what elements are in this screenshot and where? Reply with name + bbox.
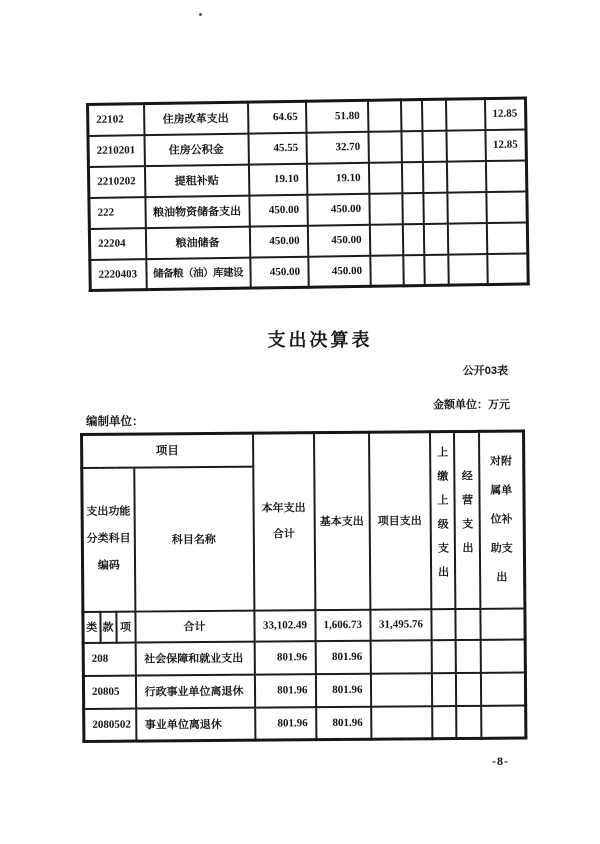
empty-cell <box>480 608 525 639</box>
amount-cell: 45.55 <box>248 132 306 164</box>
empty-cell <box>446 161 485 193</box>
code-cell: 22102 <box>88 104 144 136</box>
code-cell: 208 <box>83 642 135 675</box>
table-row <box>83 639 525 675</box>
amount-cell: 450.00 <box>249 194 307 226</box>
amount-cell: 31,495.76 <box>370 609 431 640</box>
code-cell: 2080502 <box>84 708 136 741</box>
empty-cell <box>401 162 422 193</box>
amount-cell: 801.96 <box>316 706 371 739</box>
continuation-table <box>86 96 530 292</box>
empty-cell <box>371 706 432 739</box>
empty-cell <box>369 224 402 255</box>
prepared-by-label: 编制单位： <box>86 416 144 428</box>
empty-cell <box>370 640 431 673</box>
total-row <box>83 608 525 642</box>
name-cell: 住房改革支出 <box>144 102 248 135</box>
unit-label: 金额单位：万元 <box>433 399 510 411</box>
amount-cell: 64.65 <box>248 101 306 133</box>
header-operating <box>454 431 480 608</box>
header-row-top <box>82 431 524 467</box>
code-cell: 20805 <box>83 675 135 708</box>
header-kuan: 款 <box>100 611 116 642</box>
header-project-exp: 项目支出 <box>369 432 431 609</box>
empty-cell <box>447 223 486 255</box>
empty-cell <box>424 254 448 285</box>
header-func-code <box>82 467 135 611</box>
name-cell: 粮油储备 <box>145 226 249 259</box>
amount-cell: 801.96 <box>315 640 370 673</box>
header-basic: 基本支出 <box>314 432 370 609</box>
code-cell: 2210201 <box>88 135 144 167</box>
header-func-code-text: 支出功能分类科目编码 <box>86 505 131 572</box>
amount-cell: 450.00 <box>307 224 369 256</box>
page-title: 支出决算表 <box>267 330 373 350</box>
empty-cell <box>455 639 480 672</box>
name-cell: 提租补贴 <box>144 164 248 197</box>
empty-cell <box>431 609 455 640</box>
table-row <box>90 253 528 290</box>
header-subsidy <box>478 431 524 608</box>
table-code-label: 公开03表 <box>462 365 508 377</box>
continuation-table-wrap <box>86 96 530 292</box>
code-cell: 2220403 <box>90 259 146 291</box>
total-label: 合计 <box>135 610 254 642</box>
empty-cell <box>422 161 446 192</box>
page-number: -8- <box>492 754 509 768</box>
header-subsidy-text: 对附属单位补助支出 <box>489 455 513 584</box>
header-operating-text: 经营支出 <box>460 469 474 566</box>
empty-cell <box>368 131 401 162</box>
empty-cell <box>402 193 423 224</box>
empty-cell <box>455 672 480 705</box>
amount-cell <box>485 160 526 192</box>
amount-cell: 51.80 <box>305 100 367 132</box>
empty-cell <box>448 254 487 286</box>
name-cell: 行政事业单位离退休 <box>135 674 254 708</box>
empty-cell <box>431 673 455 706</box>
empty-cell <box>370 255 403 286</box>
amount-cell <box>486 222 527 254</box>
empty-cell <box>422 130 446 161</box>
amount-cell: 801.96 <box>255 707 316 740</box>
empty-cell <box>423 192 447 223</box>
empty-cell <box>431 640 455 673</box>
amount-cell: 450.00 <box>249 225 307 257</box>
code-cell: 22204 <box>89 228 145 260</box>
empty-cell <box>446 130 485 162</box>
empty-cell <box>480 639 525 672</box>
name-cell: 社会保障和就业支出 <box>135 641 254 675</box>
empty-cell <box>400 100 421 131</box>
amount-cell: 12.85 <box>484 98 525 130</box>
amount-cell: 450.00 <box>250 256 308 288</box>
code-cell: 222 <box>89 197 145 229</box>
expenditure-table <box>80 430 527 743</box>
amount-cell: 801.96 <box>254 674 315 707</box>
header-xiang: 项 <box>116 611 135 642</box>
empty-cell <box>368 162 401 193</box>
empty-cell <box>480 672 525 705</box>
amount-cell <box>487 253 528 285</box>
amount-cell: 1,606.73 <box>315 609 370 640</box>
name-cell: 储备粮（油）库建设 <box>146 257 250 290</box>
empty-cell <box>403 255 424 286</box>
name-cell: 住房公积金 <box>144 133 248 166</box>
empty-cell <box>456 705 481 738</box>
header-lei: 类 <box>83 611 100 642</box>
empty-cell <box>370 673 431 706</box>
header-subject-name: 科目名称 <box>134 466 254 611</box>
empty-cell <box>369 193 402 224</box>
header-year-total <box>253 433 315 610</box>
amount-cell: 801.96 <box>315 673 370 706</box>
empty-cell <box>432 706 456 739</box>
empty-cell <box>421 99 445 130</box>
empty-cell <box>447 192 486 224</box>
name-cell: 事业单位离退休 <box>136 707 255 741</box>
name-cell: 粮油物资储备支出 <box>145 195 249 228</box>
amount-cell: 12.85 <box>485 129 526 161</box>
header-to-upper-text: 上缴上级支出 <box>435 445 449 590</box>
empty-cell <box>445 99 484 131</box>
amount-cell: 450.00 <box>307 193 369 225</box>
amount-cell: 801.96 <box>254 641 315 674</box>
main-table-wrap <box>80 430 527 743</box>
empty-cell <box>455 608 480 639</box>
amount-cell: 450.00 <box>308 255 370 287</box>
amount-cell <box>486 191 527 223</box>
amount-cell: 19.10 <box>248 163 306 195</box>
table-row <box>84 705 526 741</box>
code-cell: 2210202 <box>88 166 144 198</box>
table-row <box>83 672 525 708</box>
empty-cell <box>423 223 447 254</box>
amount-cell: 33,102.49 <box>254 610 315 641</box>
header-to-upper <box>430 432 455 609</box>
empty-cell <box>481 705 526 738</box>
empty-cell <box>402 224 423 255</box>
header-year-total-text: 本年支出合计 <box>261 502 306 541</box>
empty-cell <box>401 131 422 162</box>
amount-cell: 32.70 <box>306 131 368 163</box>
scan-speck <box>199 13 202 16</box>
header-project: 项目 <box>82 433 253 467</box>
amount-cell: 19.10 <box>306 162 368 194</box>
empty-cell <box>367 100 400 131</box>
